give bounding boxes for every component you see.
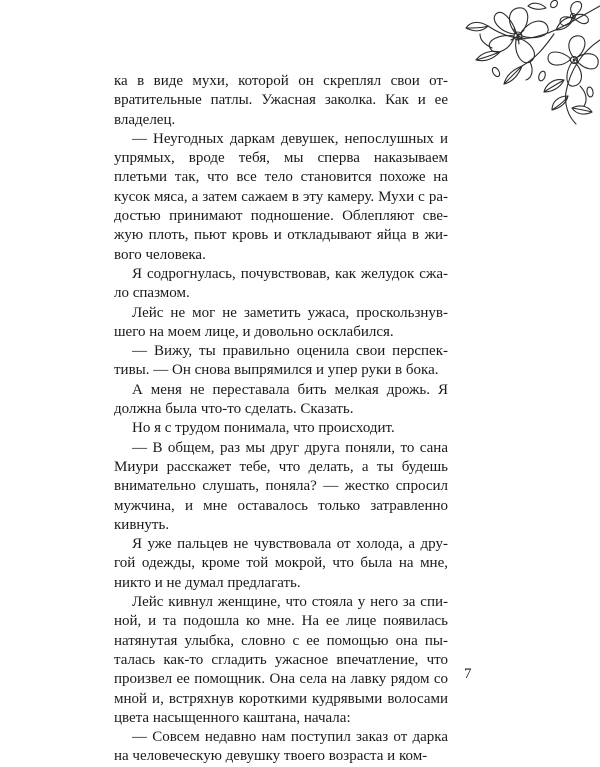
body-text [114, 72, 448, 767]
paragraph: Я содрогнулась, почувствовав, как желудок сжало спазмом. [114, 265, 448, 302]
paragraph: ка в виде мухи, которой он скреплял свои отвратительные патлы. Ужасная заколка. Как и ее владелец. [114, 73, 448, 128]
paragraph: Но я с трудом понимала, что происходит. [132, 420, 395, 437]
paragraph: — Неугодных даркам девушек, непослушных и упрямых, вроде тебя, мы сперва наказываем плетьми так, что все тело становится похоже на кусок мяса, а затем сажаем в эту камеру. Мухи с радостью принимают подношение. Облепляют свежую плоть, пьют кровь и откладывают яйца в живого человека. [114, 130, 448, 263]
paragraph: Я уже пальцев не чувствовала от холода, а другой одежды, кроме той мокрой, что была на мне, никто и не думал предлагать. [114, 536, 448, 591]
page-number: 7 [464, 666, 472, 682]
paragraph: — В общем, раз мы друг друга поняли, то сана Миури расскажет тебе, что делать, а ты будешь внимательно слушать, поняла? — жестко спросил мужчина, и мне оставалось только затравленно кивнуть. [114, 439, 448, 533]
paragraph: Лейс не мог не заметить ужаса, проскользнувшего на моем лице, и довольно осклабился. [114, 304, 448, 340]
paragraph: Лейс кивнул женщине, что стояла у него за спиной, и та подошла ко мне. На ее лице появилась натянутая улыбка, словно с ее помощью она пыталась как-то сгладить ужасное впечатление, что произвел ее помощник. Она села на лавку рядом со мной и, встряхнув короткими кудрявыми волосами цвета насыщенного каштана, начала: [114, 594, 448, 726]
paragraph: А меня не переставала бить мелкая дрожь. Я должна была что-то сделать. Сказать. [114, 381, 448, 418]
paragraph: — Совсем недавно нам поступил заказ от дарка на человеческую девушку твоего возраста и ком- [114, 729, 448, 765]
paragraph: — Вижу, ты правильно оценила свои перспективы. — Он снова выпрямился и упер руки в бока. [114, 343, 448, 379]
